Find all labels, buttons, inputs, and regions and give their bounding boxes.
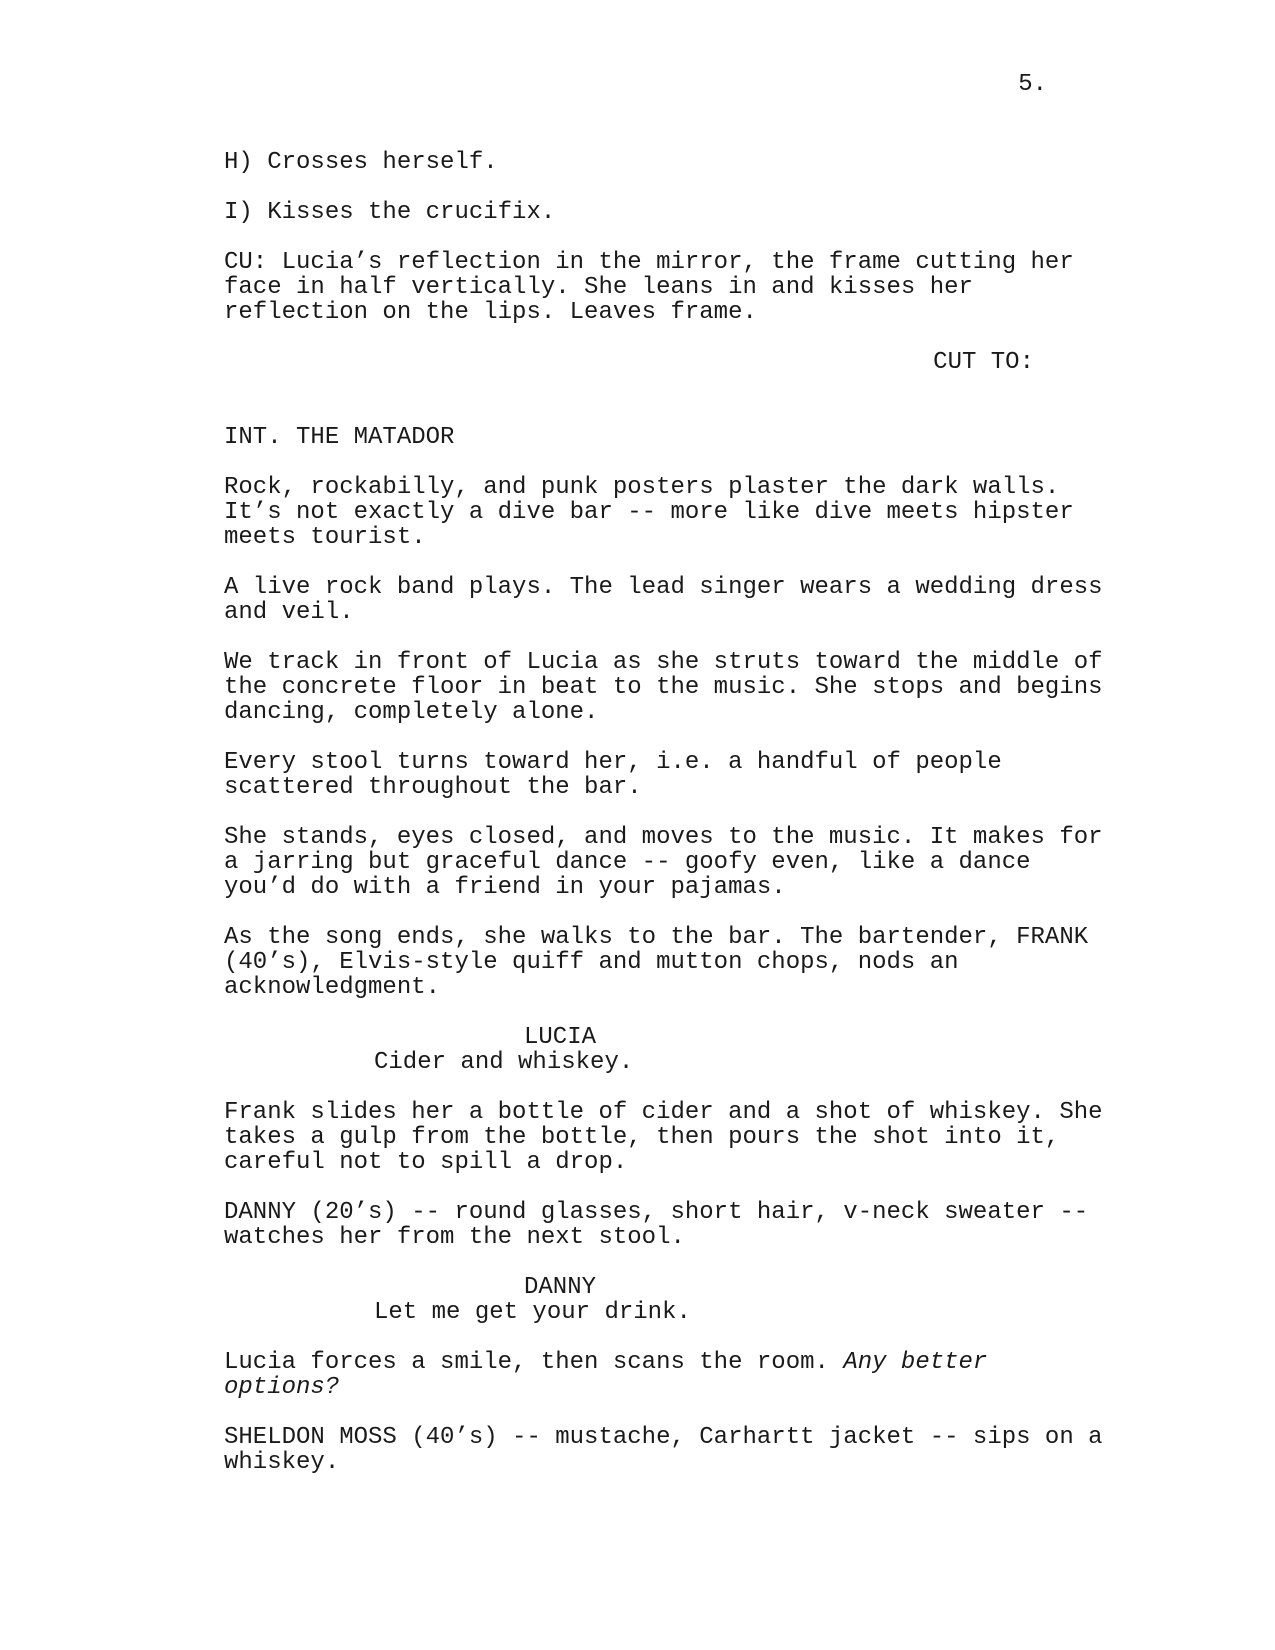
italic-text: options? bbox=[224, 1374, 340, 1401]
action-paragraph: A live rock band plays. The lead singer wears a wedding dress and veil. bbox=[224, 574, 1103, 626]
action-paragraph: SHELDON MOSS (40’s) -- mustache, Carhartt jacket -- sips on a whiskey. bbox=[224, 1424, 1103, 1476]
action-text: Lucia forces a smile, then scans the room. bbox=[224, 1349, 844, 1376]
action-paragraph: As the song ends, she walks to the bar. The bartender, FRANK (40’s), Elvis-style quiff and mutton chops, nods an acknowledgment. bbox=[224, 924, 1089, 1001]
screenplay-body bbox=[224, 150, 1104, 1500]
italic-text: Any better bbox=[843, 1349, 988, 1376]
transition: CUT TO: bbox=[933, 349, 1034, 376]
dialogue-line: Cider and whiskey. bbox=[374, 1049, 634, 1076]
action-paragraph: CU: Lucia’s reflection in the mirror, the frame cutting her face in half vertically. She leans in and kisses her reflection on the lips. Leaves frame. bbox=[224, 249, 1074, 326]
action-paragraph: H) Crosses herself. bbox=[224, 149, 498, 176]
action-paragraph: Every stool turns toward her, i.e. a handful of people scattered throughout the bar. bbox=[224, 749, 1002, 801]
action-paragraph: DANNY (20’s) -- round glasses, short hair, v-neck sweater -- watches her from the next stool. bbox=[224, 1199, 1089, 1251]
character-name: LUCIA bbox=[524, 1024, 597, 1051]
action-paragraph: Frank slides her a bottle of cider and a shot of whiskey. She takes a gulp from the bottle, then pours the shot into it, careful not to spill a drop. bbox=[224, 1099, 1103, 1176]
action-paragraph: Rock, rockabilly, and punk posters plaster the dark walls. It’s not exactly a dive bar -- more like dive meets hipster meets tourist. bbox=[224, 474, 1074, 551]
dialogue-block bbox=[224, 1275, 1104, 1325]
page-number: 5. bbox=[1018, 71, 1047, 98]
action-paragraph: We track in front of Lucia as she struts toward the middle of the concrete floor in beat to the music. She stops and begins dancing, completely alone. bbox=[224, 649, 1103, 726]
action-paragraph: She stands, eyes closed, and moves to the music. It makes for a jarring but graceful dance -- goofy even, like a dance you’d do with a friend in your pajamas. bbox=[224, 824, 1103, 901]
scene-heading: INT. THE MATADOR bbox=[224, 424, 455, 451]
action-paragraph: I) Kisses the crucifix. bbox=[224, 199, 556, 226]
character-name: DANNY bbox=[524, 1274, 597, 1301]
action-paragraph bbox=[224, 1350, 1104, 1400]
dialogue-line: Let me get your drink. bbox=[374, 1299, 691, 1326]
dialogue-block bbox=[224, 1025, 1104, 1075]
